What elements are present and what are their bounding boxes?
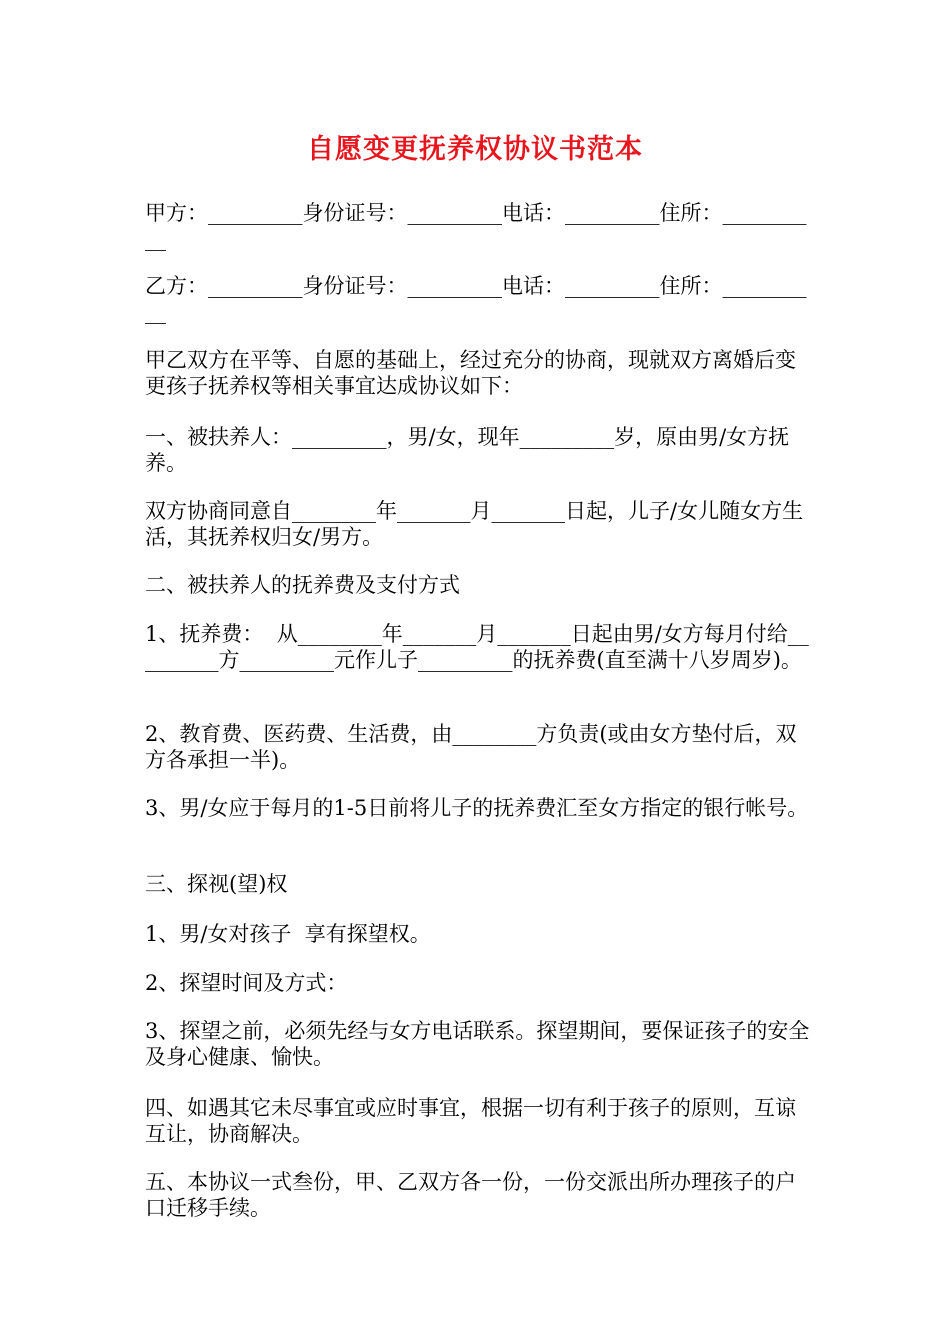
section-three-heading: 三、探视(望)权 <box>145 872 288 896</box>
visitation-right-paragraph: 1、男/女对孩子 享有探望权。 <box>145 922 431 946</box>
custody-start-paragraph: 双方协商同意自________年_______月_______日起，儿子/女儿随女方生活，其抚养权归女/男方。 <box>145 499 804 549</box>
document-title: 自愿变更抚养权协议书范本 <box>307 134 643 165</box>
support-fee-paragraph: 1、抚养费： 从________年_______月_______日起由男/女方每月付给_________方_________元作儿子_________的抚养费(直至满十八岁周岁)。 <box>145 622 809 672</box>
section-five-paragraph: 五、本协议一式叁份，甲、乙双方各一份，一份交派出所办理孩子的户口迁移手续。 <box>145 1170 796 1220</box>
payment-paragraph: 3、男/女应于每月的1-5日前将儿子的抚养费汇至女方指定的银行帐号。 <box>145 796 809 820</box>
section-two-heading: 二、被扶养人的抚养费及支付方式 <box>145 573 460 597</box>
visitation-contact-paragraph: 3、探望之前，必须先经与女方电话联系。探望期间，要保证孩子的安全及身心健康、愉快。 <box>145 1019 810 1069</box>
party-b-line: 乙方：_________身份证号：_________电话：_________住所：__________ <box>145 274 807 324</box>
party-a-line: 甲方：_________身份证号：_________电话：_________住所：__________ <box>145 201 807 251</box>
section-four-paragraph: 四、如遇其它未尽事宜或应时事宜，根据一切有利于孩子的原则，互谅互让，协商解决。 <box>145 1096 796 1146</box>
dependent-info-paragraph: 一、被扶养人：_________，男/女，现年_________岁，原由男/女方抚养。 <box>145 425 790 475</box>
preamble-paragraph: 甲乙双方在平等、自愿的基础上，经过充分的协商，现就双方离婚后变更孩子抚养权等相关事宜达成协议如下： <box>145 348 796 398</box>
education-fee-paragraph: 2、教育费、医药费、生活费，由________方负责(或由女方垫付后，双方各承担一半)。 <box>145 722 797 772</box>
visitation-method-paragraph: 2、探望时间及方式： <box>145 971 348 995</box>
